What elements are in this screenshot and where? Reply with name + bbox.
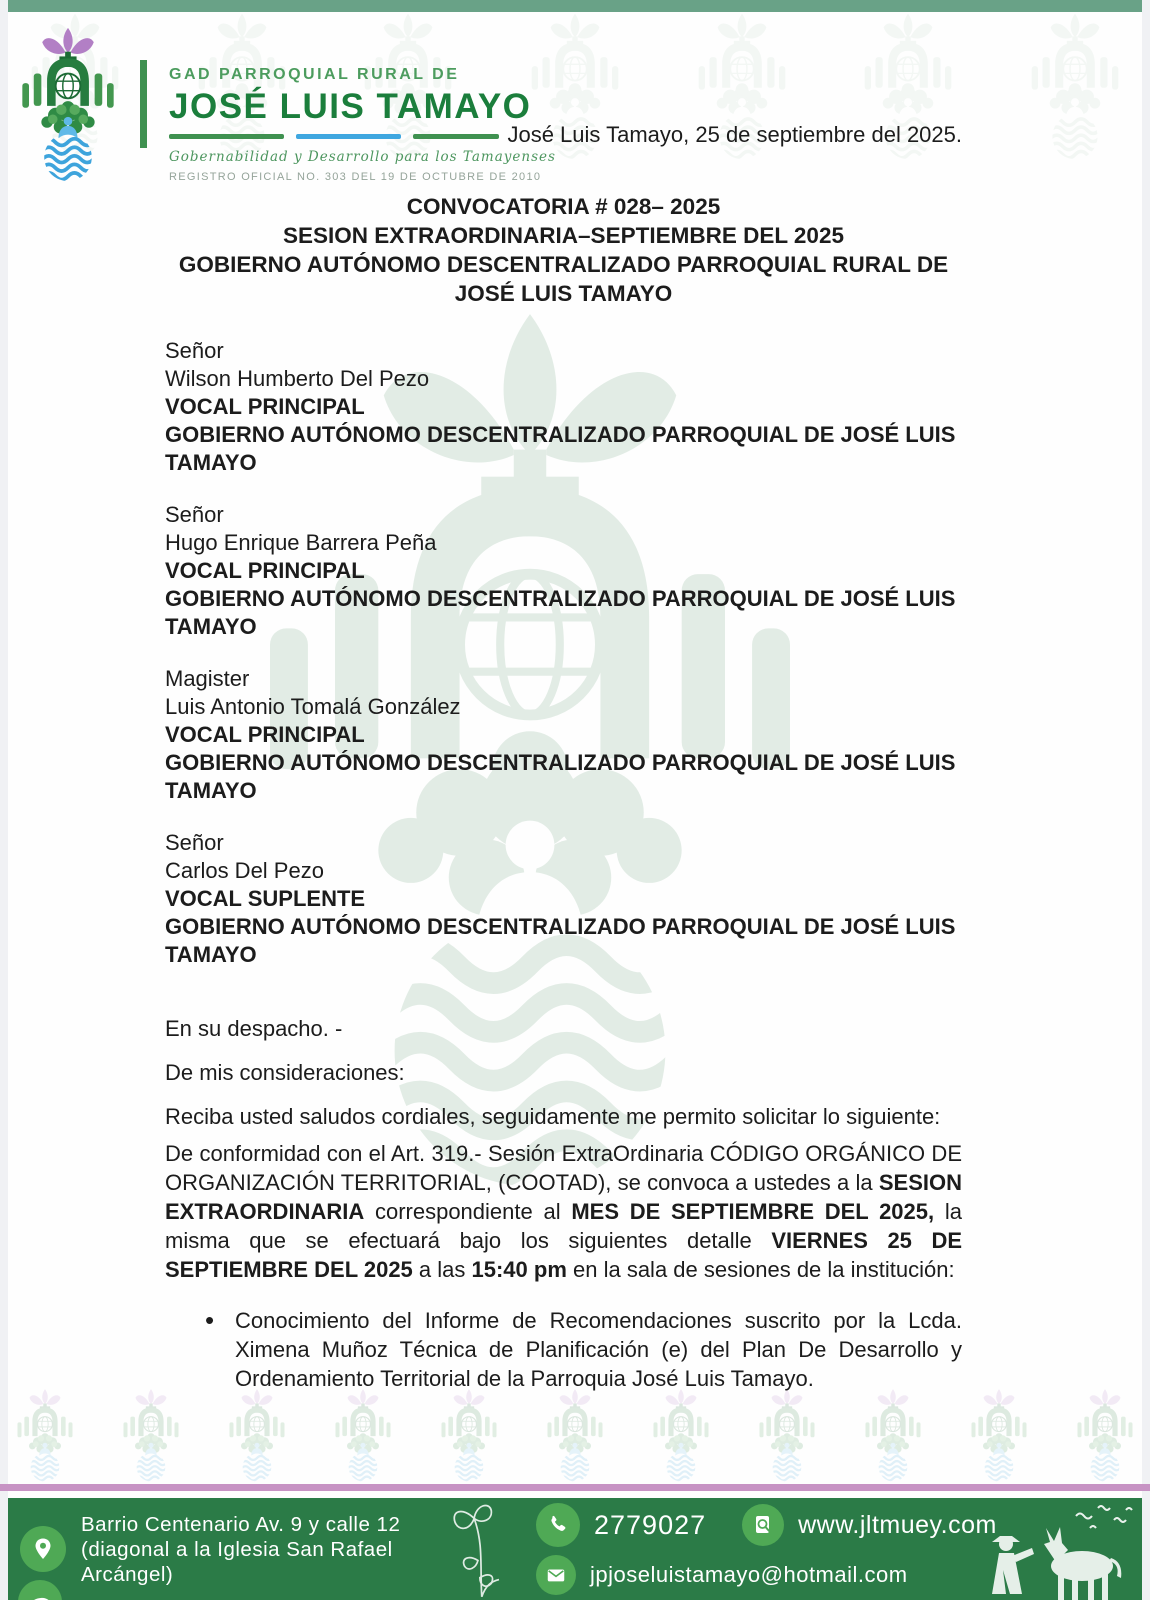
recipient-org: GOBIERNO AUTÓNOMO DESCENTRALIZADO PARROQUIAL DE JOSÉ LUIS TAMAYO bbox=[165, 914, 956, 967]
recipient-org: GOBIERNO AUTÓNOMO DESCENTRALIZADO PARROQUIAL DE JOSÉ LUIS TAMAYO bbox=[165, 422, 956, 475]
para-segment-bold: VIERNES 25 DE SEPTIEMBRE DEL 2025 bbox=[165, 1228, 963, 1282]
para-segment-bold: MES DE SEPTIEMBRE DEL 2025, bbox=[571, 1199, 935, 1224]
page-edge-left bbox=[0, 0, 8, 1600]
footer-email: jpjoseluistamayo@hotmail.com bbox=[590, 1562, 908, 1587]
footer-address: Barrio Centenario Av. 9 y calle 12 (diagonal a la Iglesia San Rafael Arcángel) bbox=[81, 1512, 401, 1586]
gad-crest-logo bbox=[10, 26, 126, 182]
recipient-salutation: Señor bbox=[165, 338, 224, 363]
phone-icon bbox=[536, 1503, 580, 1547]
page-edge-right bbox=[1142, 0, 1150, 1600]
recipient-org: GOBIERNO AUTÓNOMO DESCENTRALIZADO PARROQUIAL DE JOSÉ LUIS TAMAYO bbox=[165, 750, 956, 803]
para-segment: De conformidad con el Art. 319.- Sesión ExtraOrdinaria CÓDIGO ORGÁNICO DE ORGANIZACIÓN TERRITORIAL, (COOTAD), se convoca a ustedes a la bbox=[165, 1141, 962, 1195]
watermark-crest-icon bbox=[434, 1388, 504, 1482]
agenda-item: • Conocimiento del Informe de Recomendaciones suscrito por la Lcda. Ximena Muñoz Técnica de Planificación (e) del Plan De Desarrollo y Ordenamiento Territorial de la Parroquia José Luis Tamayo. bbox=[165, 1306, 962, 1393]
recipient-block bbox=[165, 829, 962, 969]
letterhead-bars bbox=[169, 134, 499, 139]
para-segment: a las bbox=[412, 1257, 472, 1282]
recipient-role: VOCAL PRINCIPAL bbox=[165, 394, 365, 419]
document-title bbox=[165, 192, 962, 308]
recipient-role: VOCAL PRINCIPAL bbox=[165, 722, 365, 747]
watermark-crest-icon bbox=[752, 1388, 822, 1482]
watermark-crest-icon bbox=[1020, 12, 1130, 160]
farmer-donkey-illustration bbox=[886, 1498, 1136, 1600]
recipient-name: Wilson Humberto Del Pezo bbox=[165, 366, 430, 391]
recipient-role: VOCAL SUPLENTE bbox=[165, 886, 366, 911]
saludo-line: Reciba usted saludos cordiales, seguidamente me permito solicitar lo siguiente: bbox=[165, 1104, 941, 1129]
location-pin-icon bbox=[20, 1526, 66, 1572]
recipient-name: Hugo Enrique Barrera Peña bbox=[165, 530, 437, 555]
footer-address-block bbox=[20, 1512, 432, 1587]
org-name: JOSÉ LUIS TAMAYO bbox=[169, 87, 532, 126]
letterhead-text bbox=[169, 66, 556, 183]
recipient-name: Luis Antonio Tomalá González bbox=[165, 694, 461, 719]
agenda-list bbox=[165, 1306, 962, 1393]
para-segment-bold: 15:40 pm bbox=[471, 1257, 567, 1282]
title-line-3: GOBIERNO AUTÓNOMO DESCENTRALIZADO PARROQUIAL RURAL DE JOSÉ LUIS TAMAYO bbox=[178, 252, 949, 306]
recipient-block bbox=[165, 337, 962, 477]
bar-green bbox=[413, 134, 499, 139]
top-green-bar bbox=[8, 0, 1142, 12]
watermark-crest-icon bbox=[646, 1388, 716, 1482]
para-segment: correspondiente al bbox=[364, 1199, 572, 1224]
org-prefix: GAD PARROQUIAL RURAL DE bbox=[169, 66, 460, 83]
flower-line-art bbox=[434, 1499, 520, 1599]
consideraciones-line: De mis consideraciones: bbox=[165, 1060, 405, 1085]
letterhead bbox=[10, 26, 556, 183]
recipient-salutation: Señor bbox=[165, 830, 224, 855]
footer-bar bbox=[8, 1498, 1142, 1600]
watermark-crest-icon bbox=[328, 1388, 398, 1482]
footer-accent-line bbox=[0, 1484, 1150, 1491]
bar-blue bbox=[296, 134, 401, 139]
recipient-salutation: Señor bbox=[165, 502, 224, 527]
watermark-crest-icon bbox=[10, 1388, 80, 1482]
recipient-org: GOBIERNO AUTÓNOMO DESCENTRALIZADO PARROQUIAL DE JOSÉ LUIS TAMAYO bbox=[165, 586, 956, 639]
letterhead-divider bbox=[140, 60, 147, 148]
title-line-1: CONVOCATORIA # 028– 2025 bbox=[406, 194, 721, 219]
watermark-crest-icon bbox=[964, 1388, 1034, 1482]
email-icon bbox=[536, 1555, 576, 1595]
watermark-crest-icon bbox=[1070, 1388, 1140, 1482]
despacho-line: En su despacho. - bbox=[165, 1016, 343, 1041]
org-slogan: Gobernabilidad y Desarrollo para los Tamayenses bbox=[169, 149, 556, 165]
bar-green bbox=[169, 134, 284, 139]
website-icon bbox=[742, 1504, 784, 1546]
footer-website: www.jltmuey.com bbox=[798, 1510, 997, 1539]
watermark-crest-icon bbox=[540, 1388, 610, 1482]
title-line-2: SESION EXTRAORDINARIA–SEPTIEMBRE DEL 2025 bbox=[283, 223, 844, 248]
para-segment: en la sala de sesiones de la institución: bbox=[566, 1257, 955, 1282]
date-line: José Luis Tamayo, 25 de septiembre del 2025. bbox=[507, 122, 962, 147]
para-segment-bold: SESION EXTRAORDINARIA bbox=[165, 1170, 962, 1224]
watermark-crest-icon bbox=[222, 1388, 292, 1482]
watermark-crest-icon bbox=[116, 1388, 186, 1482]
footer-phone: 2779027 bbox=[594, 1509, 707, 1540]
convocation-paragraph bbox=[165, 1139, 962, 1284]
recipient-role: VOCAL PRINCIPAL bbox=[165, 558, 365, 583]
para-segment: la misma que se efectuará bajo los siguientes detalle bbox=[165, 1199, 962, 1253]
watermark-row-bottom bbox=[10, 1388, 1140, 1482]
phone-chip bbox=[536, 1503, 706, 1547]
recipient-salutation: Magister bbox=[165, 666, 250, 691]
recipient-block bbox=[165, 501, 962, 641]
recipient-name: Carlos Del Pezo bbox=[165, 858, 324, 883]
org-registry: REGISTRO OFICIAL NO. 303 DEL 19 DE OCTUBRE DE 2010 bbox=[169, 171, 542, 183]
watermark-crest-icon bbox=[858, 1388, 928, 1482]
recipient-block bbox=[165, 665, 962, 805]
recipients bbox=[165, 337, 962, 969]
letter-body bbox=[165, 192, 962, 1393]
